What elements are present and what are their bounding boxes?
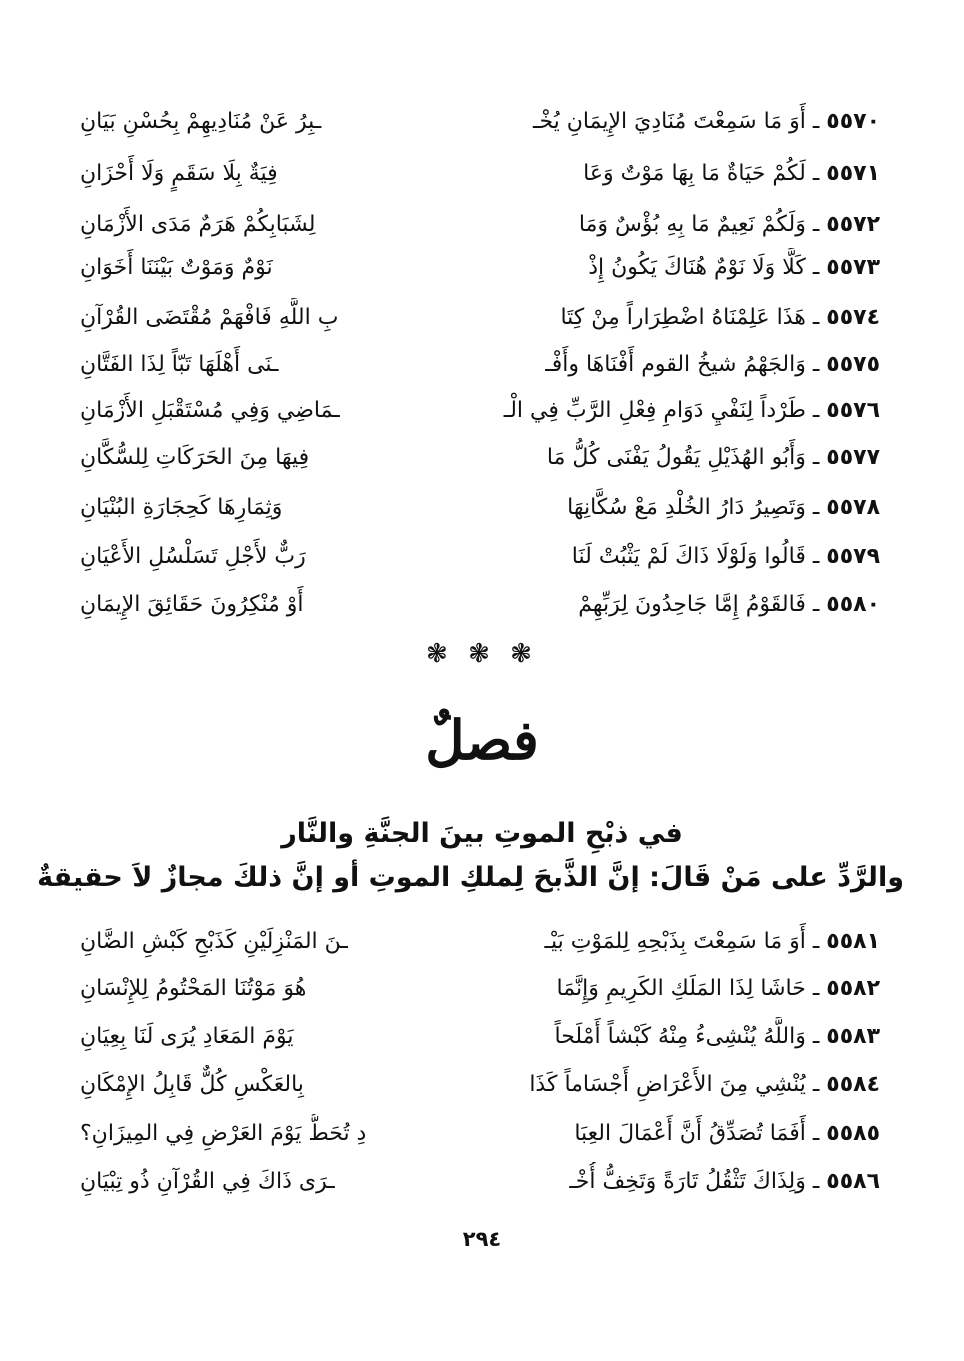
- verse-line: [80, 438, 880, 478]
- chapter-heading-line-2: والرَّدِّ على مَنْ قَالَ: إنَّ الذَّبحَ لِملكِ الموتِ أو إنَّ ذلكَ مجازٌ لاَ حقيقةٌ: [37, 862, 904, 893]
- verse-line: [80, 969, 880, 1009]
- verse-line: [80, 1162, 880, 1202]
- verse-first-hemistich: ٥٥٧١ ـ لَكُمْ حَيَاةٌ مَا بِهَا مَوْتٌ وَعَا: [583, 161, 880, 186]
- hemistich-text: لَكُمْ حَيَاةٌ مَا بِهَا مَوْتٌ وَعَا: [583, 161, 806, 186]
- hemistich-text: وَاللَّهُ يُنْشِىءُ مِنْهُ كَبْشاً أَمْلَحاً: [554, 1024, 806, 1049]
- verse-number: ٥٥٧٤: [826, 305, 880, 330]
- verse-second-hemistich: ـمَاضِي وَفِي مُسْتَقْبَلِ الأَزْمَانِ: [80, 398, 340, 423]
- hemistich-text: يُنْشِي مِنَ الأَعْرَاضِ أَجْسَاماً كَذَا: [529, 1072, 806, 1097]
- verse-second-hemistich: فِيهَا مِنَ الحَرَكَاتِ لِلسُّكَّانِ: [80, 445, 310, 470]
- verse-line: [80, 488, 880, 528]
- verse-number: ٥٥٨٤: [826, 1072, 880, 1097]
- page-number: ٢٩٤: [462, 1227, 502, 1251]
- hemistich-text: وَتَصِيرُ دَارُ الخُلْدِ مَعْ سُكَّانِهَا: [567, 495, 806, 520]
- verse-second-hemistich: بِ اللَّهِ فَافْهَمْ مُقْتَضَى القُرْآنِ: [80, 305, 339, 330]
- verse-second-hemistich: نَوْمٌ وَمَوْتٌ بَيْنَنَا أَخَوَانِ: [80, 255, 273, 280]
- verse-number: ٥٥٧٧: [826, 445, 880, 470]
- verse-first-hemistich: ٥٥٧٤ ـ هَذَا عَلِمْنَاهُ اضْطِرَاراً مِنْ كِتَا: [560, 305, 880, 330]
- verse-line: [80, 585, 880, 625]
- hemistich-text: وَأَبُو الهُذَيْلِ يَقُولُ يَفْنَى كُلُّ مَا: [546, 445, 806, 470]
- verse-first-hemistich: ٥٥٨٣ ـ وَاللَّهُ يُنْشِىءُ مِنْهُ كَبْشاً أَمْلَحاً: [554, 1024, 880, 1049]
- verse-second-hemistich: وَثِمَارِهَا كَحِجَارَةِ البُنْيَانِ: [80, 495, 283, 520]
- verse-second-hemistich: يَوْمَ المَعَادِ يُرَى لَنَا بِعِيَانِ: [80, 1024, 294, 1049]
- hemistich-text: طَرْداً لِنَفْيِ دَوَامِ فِعْلِ الرَّبِّ فِي الْـ: [503, 398, 806, 423]
- hemistich-text: أَوَ مَا سَمِعْتَ بِذَبْحِهِ لِلمَوْتِ بَيْـ: [544, 929, 806, 954]
- verse-number: ٥٥٧٨: [826, 495, 880, 520]
- verse-line: [80, 248, 880, 288]
- verse-first-hemistich: ٥٥٧٣ ـ كَلَّا وَلَا نَوْمٌ هُنَاكَ يَكُونُ إِذْ: [588, 255, 880, 280]
- verse-second-hemistich: هُوَ مَوْتُنَا المَحْتُومُ لِلإِنْسَانِ: [80, 976, 307, 1001]
- verse-first-hemistich: ٥٥٧٩ ـ قَالُوا وَلَوْلَا ذَاكَ لَمْ يَثْبُتْ لَنَا: [571, 544, 880, 569]
- hemistich-text: وَلَكُمْ نَعِيمٌ مَا بِهِ بُؤْسٌ وَمَا: [578, 212, 806, 237]
- verse-number: ٥٥٨٥: [826, 1121, 880, 1146]
- verse-first-hemistich: ٥٥٨٥ ـ أَفَمَا تُصَدِّقُ أَنَّ أَعْمَالَ العِبَا: [574, 1121, 880, 1146]
- verse-line: [80, 205, 880, 245]
- verse-first-hemistich: ٥٥٧٦ ـ طَرْداً لِنَفْيِ دَوَامِ فِعْلِ الرَّبِّ فِي الْـ: [503, 398, 880, 423]
- verse-number: ٥٥٨٠: [826, 592, 880, 617]
- verse-first-hemistich: ٥٥٨٤ ـ يُنْشِي مِنَ الأَعْرَاضِ أَجْسَاماً كَذَا: [529, 1072, 880, 1097]
- verse-first-hemistich: ٥٥٨٢ ـ حَاشَا لِذَا المَلَكِ الكَرِيمِ وَإِنَّمَا: [556, 976, 880, 1001]
- verse-number: ٥٥٨٦: [826, 1169, 880, 1194]
- verse-line: [80, 298, 880, 338]
- verse-number: ٥٥٧٦: [826, 398, 880, 423]
- verse-second-hemistich: رَبٌّ لأَجْلِ تَسَلْسُلِ الأَعْيَانِ: [80, 544, 306, 569]
- section-title: فصلٌ: [425, 708, 539, 772]
- verse-first-hemistich: ٥٥٧٨ ـ وَتَصِيرُ دَارُ الخُلْدِ مَعْ سُكَّانِهَا: [567, 495, 880, 520]
- verse-line: [80, 1065, 880, 1105]
- verse-first-hemistich: ٥٥٨٦ ـ وَلِذَاكَ تَثْقُلُ تَارَةً وَتَخِفُّ أُخْـ: [569, 1169, 880, 1194]
- hemistich-text: حَاشَا لِذَا المَلَكِ الكَرِيمِ وَإِنَّمَا: [556, 976, 806, 1001]
- verse-line: [80, 537, 880, 577]
- verse-line: [80, 922, 880, 962]
- verse-second-hemistich: دِ تُحَطُّ يَوْمَ العَرْضِ فِي المِيزَانِ؟: [80, 1121, 367, 1146]
- verse-second-hemistich: ـنَى أَهْلَهَا تَبّاً لِذَا الفَتَّانِ: [80, 352, 279, 377]
- hemistich-text: أَفَمَا تُصَدِّقُ أَنَّ أَعْمَالَ العِبَا: [574, 1121, 806, 1146]
- hemistich-text: فَالقَوْمُ إِمَّا جَاحِدُونَ لِرَبِّهِمْ: [578, 592, 806, 617]
- verse-first-hemistich: ٥٥٨١ ـ أَوَ مَا سَمِعْتَ بِذَبْحِهِ لِلمَوْتِ بَيْـ: [544, 929, 880, 954]
- verse-number: ٥٥٨٣: [826, 1024, 880, 1049]
- verse-number: ٥٥٧١: [826, 161, 880, 186]
- verse-line: [80, 1017, 880, 1057]
- verse-first-hemistich: ٥٥٧٥ ـ وَالجَهْمُ شيخُ القوم أَفْنَاهَا وأَفْـ: [545, 352, 880, 377]
- hemistich-text: قَالُوا وَلَوْلَا ذَاكَ لَمْ يَثْبُتْ لَنَا: [571, 544, 806, 569]
- verse-second-hemistich: فِيَةٌ بِلَا سَقَمٍ وَلَا أَحْزَانِ: [80, 161, 278, 186]
- verse-number: ٥٥٧٩: [826, 544, 880, 569]
- verse-first-hemistich: ٥٥٨٠ ـ فَالقَوْمُ إِمَّا جَاحِدُونَ لِرَبِّهِمْ: [578, 592, 880, 617]
- verse-line: [80, 391, 880, 431]
- hemistich-text: هَذَا عَلِمْنَاهُ اضْطِرَاراً مِنْ كِتَا: [560, 305, 806, 330]
- verse-second-hemistich: ـبِرُ عَنْ مُنَادِيهِمْ بِحُسْنِ بَيَانِ: [80, 109, 322, 134]
- verse-number: ٥٥٧٢: [826, 212, 880, 237]
- verse-line: [80, 102, 880, 142]
- verse-line: [80, 345, 880, 385]
- verse-first-hemistich: ٥٥٧٢ ـ وَلَكُمْ نَعِيمٌ مَا بِهِ بُؤْسٌ وَمَا: [578, 212, 880, 237]
- hemistich-text: وَالجَهْمُ شيخُ القوم أَفْنَاهَا وأَفْـ: [545, 352, 806, 377]
- verse-first-hemistich: ٥٥٧٠ ـ أَوَ مَا سَمِعْتَ مُنَادِيَ الإِيمَانِ يُخْـ: [533, 109, 880, 134]
- hemistich-text: أَوَ مَا سَمِعْتَ مُنَادِيَ الإِيمَانِ يُخْـ: [533, 109, 806, 134]
- verse-second-hemistich: ـرَى ذَاكَ فِي القُرْآنِ ذُو تِبْيَانِ: [80, 1169, 335, 1194]
- verse-line: [80, 154, 880, 194]
- chapter-heading-line-1: في ذبْحِ الموتِ بينَ الجنَّةِ والنَّار: [281, 818, 683, 849]
- verse-first-hemistich: ٥٥٧٧ ـ وَأَبُو الهُذَيْلِ يَقُولُ يَفْنَى كُلُّ مَا: [546, 445, 880, 470]
- verse-number: ٥٥٧٠: [826, 109, 880, 134]
- verse-line: [80, 1114, 880, 1154]
- hemistich-text: كَلَّا وَلَا نَوْمٌ هُنَاكَ يَكُونُ إِذْ: [588, 255, 806, 280]
- verse-second-hemistich: ـنَ المَنْزِلَيْنِ كَذَبْحِ كَبْشِ الضَّانِ: [80, 929, 348, 954]
- hemistich-text: وَلِذَاكَ تَثْقُلُ تَارَةً وَتَخِفُّ أُخْـ: [569, 1169, 806, 1194]
- verse-number: ٥٥٧٣: [826, 255, 880, 280]
- section-separator: ❃ ❃ ❃: [426, 639, 538, 669]
- verse-number: ٥٥٨١: [826, 929, 880, 954]
- verse-second-hemistich: بِالعَكْسِ كُلٌّ قَابِلُ الإِمْكَانِ: [80, 1072, 304, 1097]
- verse-number: ٥٥٧٥: [826, 352, 880, 377]
- verse-number: ٥٥٨٢: [826, 976, 880, 1001]
- verse-second-hemistich: لِشَبَابِكُمْ هَرَمٌ مَدَى الأَزْمَانِ: [80, 212, 316, 237]
- verse-second-hemistich: أَوْ مُنْكِرُونَ حَقَائِقَ الإِيمَانِ: [80, 592, 304, 617]
